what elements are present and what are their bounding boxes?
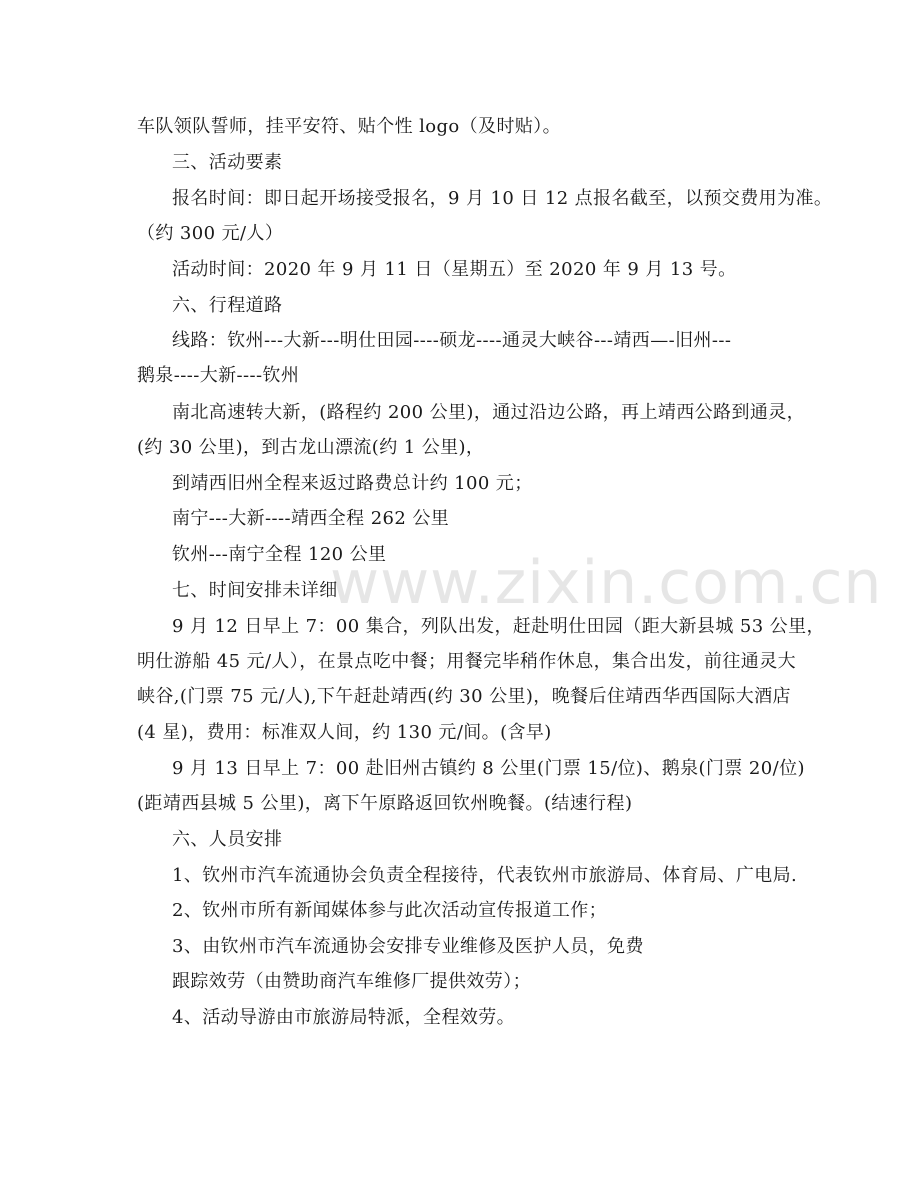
section-heading: 六、行程道路: [172, 295, 283, 316]
paragraph-line: 报名时间：即日起开场接受报名，9 月 10 日 12 点报名截至，以预交费用为准。: [172, 188, 833, 209]
paragraph-line: 南宁---大新----靖西全程 262 公里: [172, 508, 450, 529]
paragraph-line: (约 30 公里)，到古龙山漂流(约 1 公里)，: [137, 437, 485, 458]
paragraph-line: 活动时间：2020 年 9 月 11 日（星期五）至 2020 年 9 月 13 号。: [172, 259, 737, 280]
paragraph-line: 钦州---南宁全程 120 公里: [172, 544, 387, 565]
section-heading: 六、人员安排: [172, 829, 283, 850]
paragraph-line: 鹅泉----大新----钦州: [137, 365, 300, 386]
paragraph-line: 南北高速转大新，(路程约 200 公里)，通过沿边公路，再上靖西公路到通灵，: [172, 402, 806, 423]
paragraph-line: (距靖西县城 5 公里)，离下午原路返回钦州晚餐。(结速行程): [137, 793, 633, 814]
section-heading: 三、活动要素: [172, 152, 283, 173]
paragraph-line: 9 月 12 日早上 7：00 集合，列队出发，赶赴明仕田园（距大新县城 53 公里，: [172, 616, 825, 637]
paragraph-line: 9 月 13 日早上 7：00 赴旧州古镇约 8 公里(门票 15/位)、鹅泉(门票 20/位): [172, 758, 805, 779]
list-item: 跟踪效劳（由赞助商汽车维修厂提供效劳）；: [172, 971, 531, 992]
list-item: 3、由钦州市汽车流通协会安排专业维修及医护人员，免费: [172, 936, 644, 957]
paragraph-line: 线路：钦州---大新---明仕田园----硕龙----通灵大峡谷---靖西—-旧州---: [172, 330, 732, 351]
list-item: 4、活动导游由市旅游局特派，全程效劳。: [172, 1007, 516, 1028]
section-heading: 七、时间安排未详细: [172, 580, 338, 601]
paragraph-line: 车队领队誓师，挂平安符、贴个性 logo（及时贴）。: [137, 116, 562, 137]
paragraph-line: 到靖西旧州全程来返过路费总计约 100 元；: [172, 473, 533, 494]
paragraph-line: （约 300 元/人）: [137, 223, 284, 244]
list-item: 2、钦州市所有新闻媒体参与此次活动宣传报道工作；: [172, 900, 608, 921]
paragraph-line: 明仕游船 45 元/人），在景点吃中餐；用餐完毕稍作休息，集合出发，前往通灵大: [137, 651, 797, 672]
list-item: 1、钦州市汽车流通协会负责全程接待，代表钦州市旅游局、体育局、广电局.: [172, 865, 798, 886]
watermark: www.zixin.com.cn: [330, 548, 883, 618]
paragraph-line: 峡谷,(门票 75 元/人),下午赶赴靖西(约 30 公里)，晚餐后住靖西华西国际大酒店: [137, 686, 791, 707]
paragraph-line: (4 星)，费用：标准双人间，约 130 元/间。(含早): [137, 722, 552, 743]
